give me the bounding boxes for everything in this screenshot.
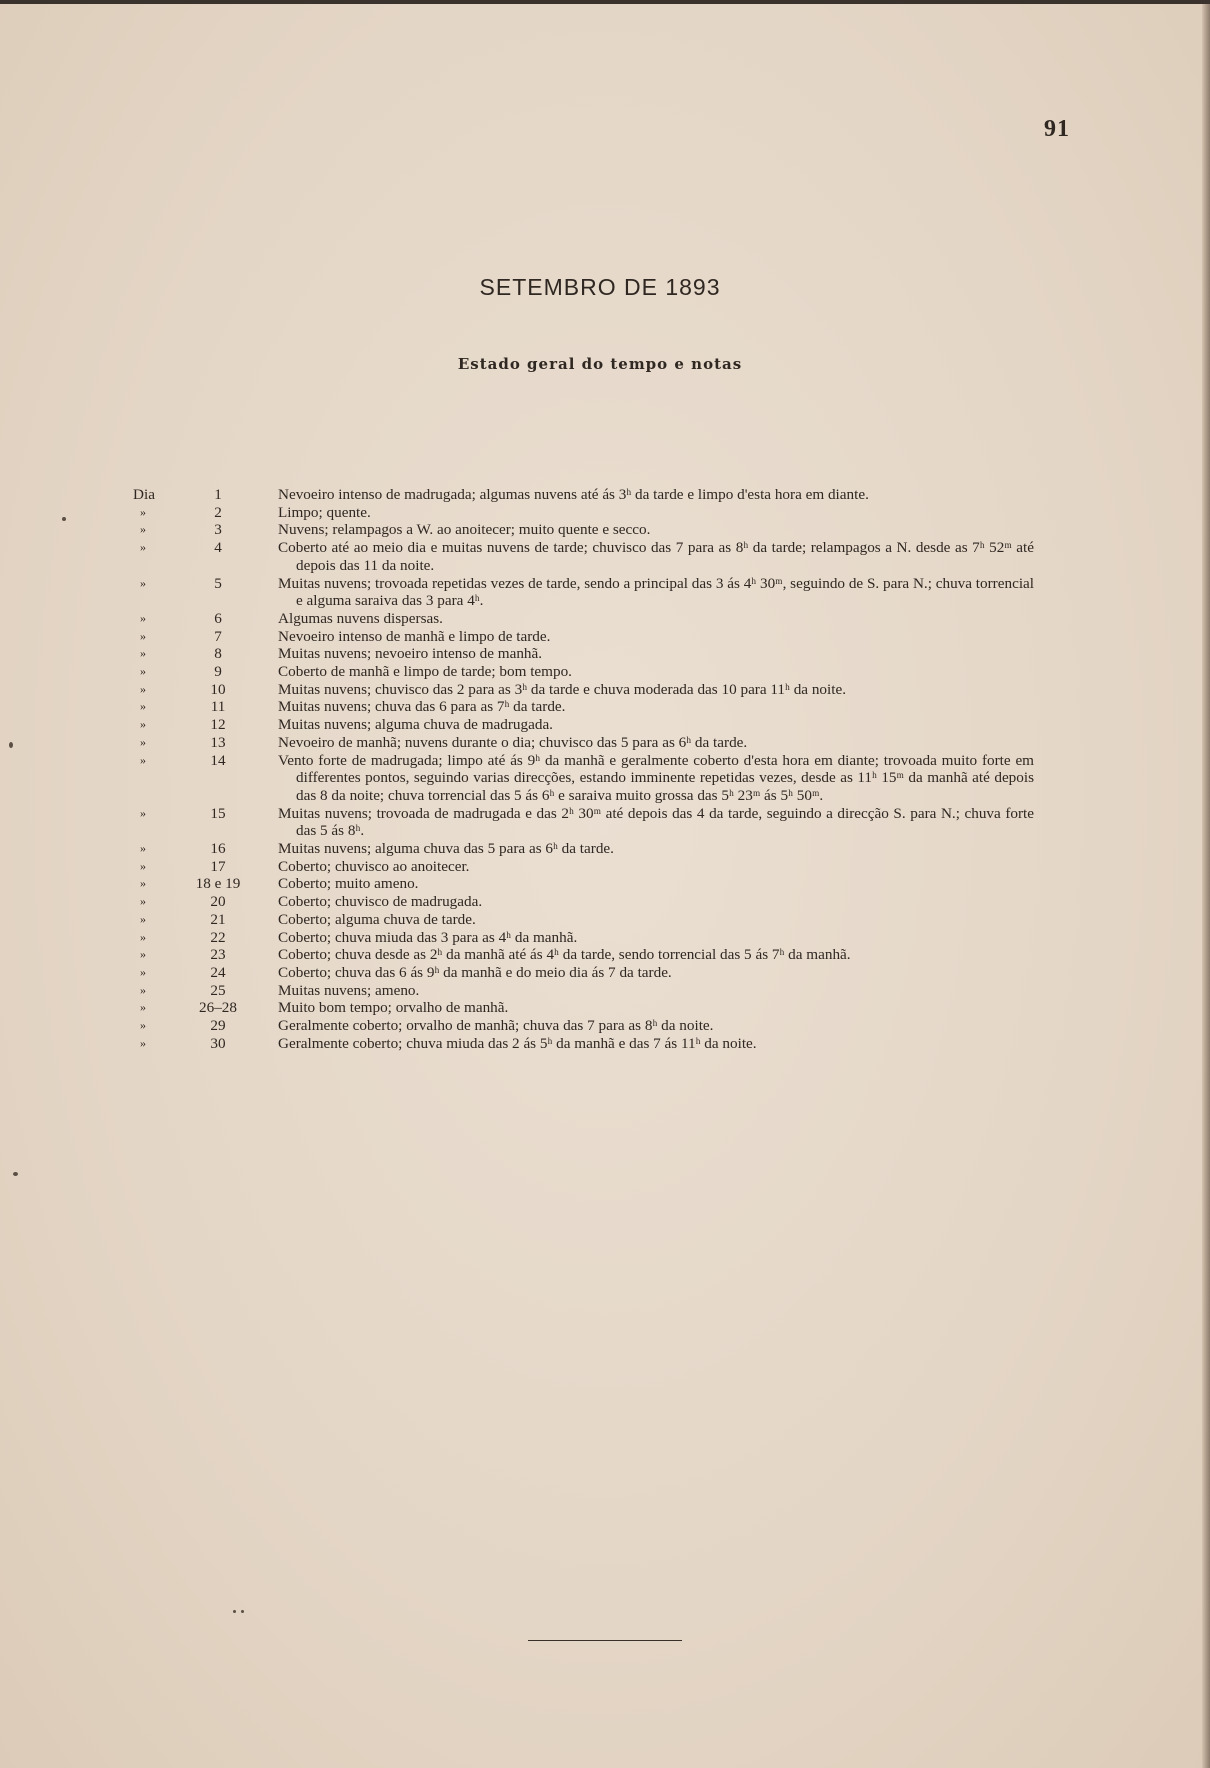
scan-speck — [62, 517, 66, 521]
entry-row — [0, 734, 1200, 752]
ditto-mark: » — [140, 805, 146, 820]
entry-row — [0, 805, 1200, 840]
scan-speck — [13, 1172, 18, 1176]
ditto-mark: » — [140, 982, 146, 997]
entry-note: Coberto; alguma chuva de tarde. — [278, 910, 476, 928]
ditto-mark: » — [140, 858, 146, 873]
entry-note: Muitas nuvens; alguma chuva de madrugada. — [278, 716, 553, 734]
page-title: SETEMBRO DE 1893 — [479, 274, 721, 300]
entry-note: Coberto; muito ameno. — [278, 875, 419, 893]
entry-note: Coberto; chuva desde as 2ʰ da manhã até ás 4ʰ da tarde, sendo torrencial das 5 ás 7ʰ da manhã. — [278, 946, 851, 964]
entry-row — [0, 946, 1200, 964]
entry-day: 23 — [210, 946, 226, 964]
entry-note: Nuvens; relampagos a W. ao anoitecer; muito quente e secco. — [278, 521, 651, 539]
ditto-mark: » — [140, 964, 146, 979]
entry-note: Nevoeiro de manhã; nuvens durante o dia; chuvisco das 5 para as 6ʰ da tarde. — [278, 733, 748, 751]
scan-speck — [233, 1610, 236, 1613]
scan-speck — [9, 742, 13, 748]
entry-note: Muito bom tempo; orvalho de manhã. — [278, 999, 509, 1017]
entry-day: 30 — [210, 1034, 226, 1052]
entry-day: 5 — [214, 574, 222, 592]
entry-note: Muitas nuvens; trovoada repetidas vezes de tarde, sendo a principal das 3 ás 4ʰ 30ᵐ, seguindo de S. para N.; chuva torrencial e alguma saraiva das 3 para 4ʰ. — [278, 574, 1034, 610]
entry-note: Coberto; chuva das 6 ás 9ʰ da manhã e do meio dia ás 7 da tarde. — [278, 963, 672, 981]
day-label: Dia — [133, 486, 155, 503]
entry-note: Muitas nuvens; chuva das 6 para as 7ʰ da tarde. — [278, 698, 566, 716]
ditto-mark: » — [140, 1000, 146, 1015]
ditto-mark: » — [140, 734, 146, 749]
entry-note: Muitas nuvens; nevoeiro intenso de manhã. — [278, 645, 543, 663]
entry-day: 20 — [210, 893, 226, 911]
entry-note: Coberto de manhã e limpo de tarde; bom tempo. — [278, 663, 572, 681]
entry-row — [0, 681, 1200, 699]
entry-row — [0, 840, 1200, 858]
entry-note: Geralmente coberto; orvalho de manhã; chuva das 7 para as 8ʰ da noite. — [278, 1017, 714, 1035]
entry-note: Limpo; quente. — [278, 503, 371, 521]
ditto-mark: » — [140, 1018, 146, 1033]
entry-row — [0, 663, 1200, 681]
entry-row — [0, 645, 1200, 663]
entry-note: Muitas nuvens; ameno. — [278, 981, 420, 999]
ditto-mark: » — [140, 929, 146, 944]
entry-row — [0, 875, 1200, 893]
entry-row — [0, 964, 1200, 982]
ditto-mark: » — [140, 628, 146, 643]
ditto-mark: » — [140, 841, 146, 856]
entry-row — [0, 698, 1200, 716]
entry-row — [0, 716, 1200, 734]
ditto-mark: » — [140, 681, 146, 696]
entry-day: 18 e 19 — [195, 875, 241, 893]
ditto-mark: » — [140, 1035, 146, 1050]
ditto-mark: » — [140, 522, 146, 537]
entry-row — [0, 521, 1200, 539]
entry-day: 10 — [210, 680, 226, 698]
ditto-mark: » — [140, 664, 146, 679]
entry-row — [0, 504, 1200, 522]
entry-day: 13 — [210, 733, 226, 751]
entry-note: Muitas nuvens; alguma chuva das 5 para as 6ʰ da tarde. — [278, 840, 614, 858]
scan-speck — [241, 1610, 244, 1613]
ditto-mark: » — [140, 610, 146, 625]
entry-row — [0, 1017, 1200, 1035]
entry-day: 25 — [210, 981, 226, 999]
entry-day: 14 — [210, 751, 226, 769]
entry-day: 2 — [214, 503, 222, 521]
ditto-mark: » — [140, 575, 146, 590]
entry-row — [0, 610, 1200, 628]
ditto-mark: » — [140, 646, 146, 661]
entry-day: 8 — [214, 645, 222, 663]
entry-day: 4 — [214, 539, 222, 557]
entry-day: 3 — [214, 521, 222, 539]
entry-day: 1 — [214, 486, 222, 503]
entry-note: Geralmente coberto; chuva miuda das 2 ás 5ʰ da manhã e das 7 ás 11ʰ da noite. — [278, 1034, 757, 1052]
entry-note: Coberto até ao meio dia e muitas nuvens de tarde; chuvisco das 7 para as 8ʰ da tarde; relampagos a N. desde as 7ʰ 52ᵐ até depois das 11 da noite. — [278, 539, 1034, 574]
entry-day: 26–28 — [199, 999, 237, 1017]
entry-row — [0, 575, 1200, 610]
entry-note: Nevoeiro intenso de madrugada; algumas nuvens até ás 3ʰ da tarde e limpo d'esta hora em diante. — [278, 486, 869, 503]
entry-day: 7 — [214, 627, 222, 645]
entry-day: 11 — [210, 698, 226, 716]
page-edge-shadow — [1202, 4, 1210, 1768]
page-number: 91 — [1044, 116, 1070, 142]
ditto-mark: » — [140, 752, 146, 767]
entry-note: Coberto; chuvisco ao anoitecer. — [278, 857, 470, 875]
entry-row — [0, 911, 1200, 929]
ditto-mark: » — [140, 540, 146, 555]
entry-note: Algumas nuvens dispersas. — [278, 609, 443, 627]
entry-row — [0, 858, 1200, 876]
entry-note: Coberto; chuvisco de madrugada. — [278, 893, 483, 911]
entry-day: 29 — [210, 1017, 226, 1035]
entry-note: Nevoeiro intenso de manhã e limpo de tarde. — [278, 627, 551, 645]
ditto-mark: » — [140, 911, 146, 926]
ditto-mark: » — [140, 699, 146, 714]
entry-row — [0, 539, 1200, 574]
entry-day: 6 — [214, 609, 222, 627]
entry-row — [0, 999, 1200, 1017]
entry-day: 16 — [210, 840, 226, 858]
entry-day: 9 — [214, 663, 222, 681]
entry-day: 12 — [210, 716, 226, 734]
entry-note: Coberto; chuva miuda das 3 para as 4ʰ da manhã. — [278, 928, 578, 946]
entry-note: Muitas nuvens; chuvisco das 2 para as 3ʰ da tarde e chuva moderada das 10 para 11ʰ da noite. — [278, 680, 846, 698]
entry-note: Muitas nuvens; trovoada de madrugada e das 2ʰ 30ᵐ até depois das 4 da tarde, seguindo a direcção S. para N.; chuva forte das 5 ás 8ʰ. — [278, 804, 1034, 840]
entry-day: 21 — [210, 910, 226, 928]
entry-day: 24 — [210, 963, 226, 981]
weather-entries-list — [0, 486, 1200, 1053]
ditto-mark: » — [140, 894, 146, 909]
entry-row — [0, 1035, 1200, 1053]
entry-day: 15 — [210, 804, 226, 822]
ditto-mark: » — [140, 717, 146, 732]
ditto-mark: » — [140, 947, 146, 962]
entry-note: Vento forte de madrugada; limpo até ás 9ʰ da manhã e geralmente coberto d'esta hora em diante; trovoada muito forte em differentes pontos, seguindo varias direcções, estando imminente repetidas vezes, desde as 11ʰ 15ᵐ da manhã até depois das 8 da noite; chuva torrencial das 5 ás 6ʰ e saraiva muito grossa das 5ʰ 23ᵐ ás 5ʰ 50ᵐ. — [278, 751, 1034, 804]
entry-row — [0, 982, 1200, 1000]
entry-row — [0, 486, 1200, 504]
ditto-mark: » — [140, 504, 146, 519]
section-subtitle: Estado geral do tempo e notas — [457, 355, 743, 373]
entry-day: 17 — [210, 857, 226, 875]
entry-row — [0, 893, 1200, 911]
closing-rule — [528, 1640, 682, 1641]
entry-row — [0, 752, 1200, 805]
entry-day: 22 — [210, 928, 226, 946]
entry-row — [0, 628, 1200, 646]
ditto-mark: » — [140, 876, 146, 891]
entry-row — [0, 929, 1200, 947]
